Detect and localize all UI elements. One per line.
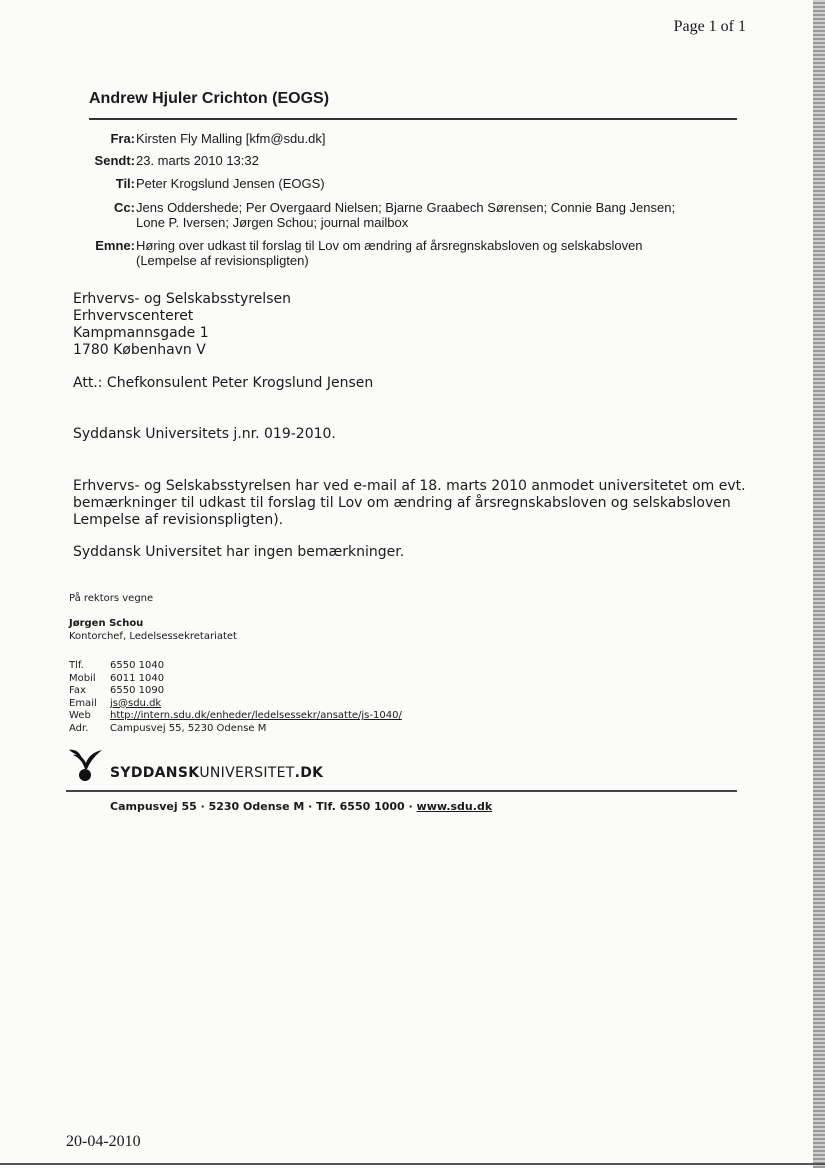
web-link[interactable]: http://intern.sdu.dk/enheder/ledelsessekr/ansatte/js-1040/ [110, 710, 402, 722]
email-link[interactable]: js@sdu.dk [110, 697, 162, 709]
contact-value: 6011 1040 [110, 672, 165, 684]
logo-text-bold: SYDDANSK [110, 765, 200, 781]
contact-label: Web [69, 710, 91, 722]
contact-label: Email [69, 697, 97, 709]
signer-title: Kontorchef, Ledelsessekretariatet [69, 631, 237, 642]
contact-fax [69, 685, 402, 698]
contact-label: Mobil [69, 672, 96, 684]
footer-website-link[interactable]: www.sdu.dk [416, 800, 493, 813]
print-date: 20-04-2010 [66, 1133, 141, 1150]
letter-statement: Syddansk Universitet har ingen bemærkninger. [73, 544, 405, 560]
contact-label: Fax [69, 685, 86, 697]
field-key: Til: [115, 176, 135, 191]
field-value [136, 200, 736, 230]
contact-label: Tlf. [69, 660, 84, 671]
contact-phone [69, 660, 402, 673]
address-line: 1780 København V [73, 342, 206, 358]
contact-mobile [69, 673, 402, 686]
contact-label: Adr. [69, 722, 89, 734]
field-key: Sendt: [94, 153, 135, 168]
scan-edge [813, 0, 825, 1168]
field-key: Cc: [114, 200, 135, 215]
signer-name: Jørgen Schou [69, 618, 144, 629]
contact-value: 6550 1040 [110, 660, 165, 671]
field-value [136, 238, 736, 268]
field-key: Emne: [95, 238, 135, 253]
field-key: Fra: [110, 131, 135, 146]
field-value: Kirsten Fly Malling [kfm@sdu.dk] [136, 131, 326, 146]
paragraph-line: Erhvervs- og Selskabsstyrelsen har ved e-mail af 18. marts 2010 anmodet universitetet om evt. [73, 478, 746, 494]
journal-number: Syddansk Universitets j.nr. 019-2010. [73, 426, 336, 442]
header-divider [89, 118, 737, 120]
sdu-logo-wordmark [110, 765, 323, 781]
field-line: (Lempelse af revisionspligten) [136, 253, 309, 268]
contact-email [69, 698, 402, 711]
field-line: Jens Oddershede; Per Overgaard Nielsen; Bjarne Graabech Sørensen; Connie Bang Jensen; [136, 200, 676, 215]
address-line: Erhvervs- og Selskabsstyrelsen [73, 291, 291, 307]
email-sender-name: Andrew Hjuler Crichton (EOGS) [89, 90, 330, 107]
page-number: Page 1 of 1 [673, 18, 746, 35]
on-behalf: På rektors vegne [69, 593, 154, 604]
contact-block [69, 660, 402, 736]
footer-address-text: Campusvej 55 · 5230 Odense M · Tlf. 6550 1000 · [110, 800, 417, 813]
footer-divider [66, 790, 737, 792]
contact-address [69, 723, 402, 736]
sdu-logo-icon [66, 746, 106, 782]
footer-address [110, 800, 492, 813]
attention-line: Att.: Chefkonsulent Peter Krogslund Jensen [73, 375, 374, 391]
paragraph-line: bemærkninger til udkast til forslag til Lov om ændring af årsregnskabsloven og selskabsloven [73, 495, 731, 511]
contact-web [69, 710, 402, 723]
contact-value: Campusvej 55, 5230 Odense M [110, 722, 267, 734]
logo-text-bold: .DK [294, 765, 324, 781]
contact-value: 6550 1090 [110, 685, 165, 697]
logo-text-light: UNIVERSITET [199, 765, 295, 781]
field-value: 23. marts 2010 13:32 [136, 153, 259, 168]
paragraph-line: Lempelse af revisionspligten). [73, 512, 284, 528]
scan-bottom-edge [0, 1163, 825, 1165]
recipient-address [73, 291, 753, 359]
address-line: Kampmannsgade 1 [73, 325, 209, 341]
field-value: Peter Krogslund Jensen (EOGS) [136, 176, 325, 191]
letter-paragraph [73, 478, 753, 529]
address-line: Erhvervscenteret [73, 308, 194, 324]
field-line: Høring over udkast til forslag til Lov om ændring af årsregnskabsloven og selskabsloven [136, 238, 643, 253]
field-line: Lone P. Iversen; Jørgen Schou; journal mailbox [136, 215, 409, 230]
